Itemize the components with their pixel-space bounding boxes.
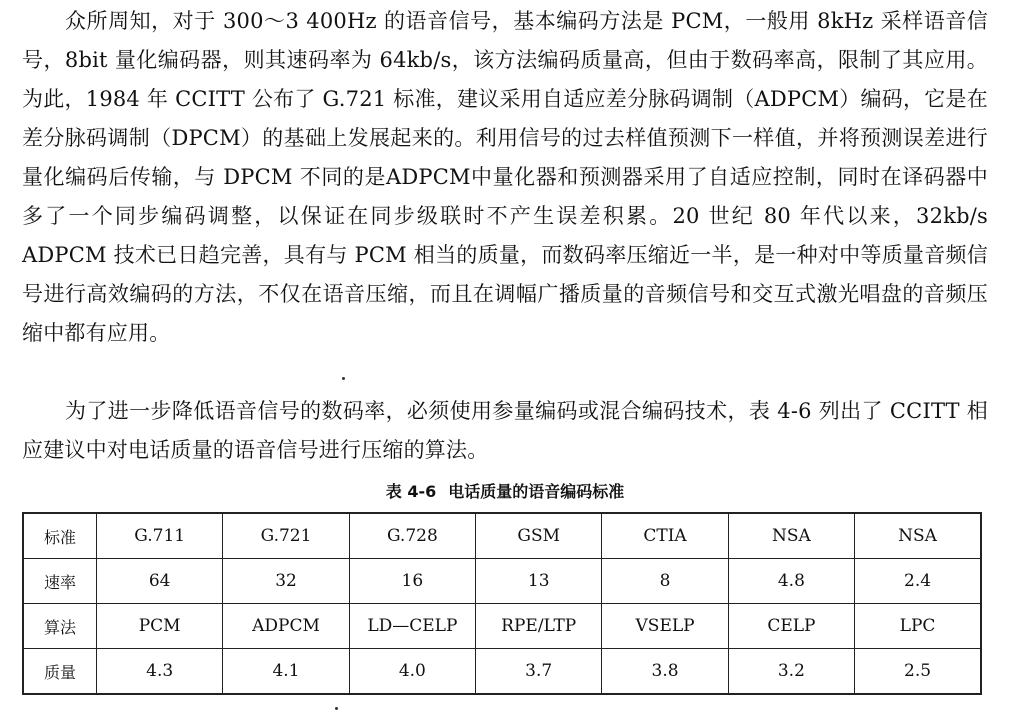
- cell-rate: 13: [476, 559, 602, 604]
- row-header-rate: 速率: [23, 559, 97, 604]
- cell-algorithm: ADPCM: [223, 604, 349, 649]
- cell-standard: NSA: [728, 513, 854, 559]
- cell-rate: 2.4: [855, 559, 981, 604]
- table-caption: [0, 480, 1010, 504]
- cell-quality: 3.7: [476, 649, 602, 695]
- cell-rate: 64: [97, 559, 223, 604]
- cell-rate: 8: [602, 559, 728, 604]
- cell-quality: 3.2: [728, 649, 854, 695]
- cell-algorithm: LPC: [855, 604, 981, 649]
- table-row-quality: [23, 649, 981, 695]
- table-row-standard: [23, 513, 981, 559]
- cell-algorithm: RPE/LTP: [476, 604, 602, 649]
- cell-quality: 4.0: [349, 649, 475, 695]
- row-header-algorithm: 算法: [23, 604, 97, 649]
- cell-algorithm: PCM: [97, 604, 223, 649]
- scan-speck: [342, 377, 345, 380]
- cell-quality: 4.1: [223, 649, 349, 695]
- cell-algorithm: VSELP: [602, 604, 728, 649]
- cell-algorithm: LD—CELP: [349, 604, 475, 649]
- cell-rate: 32: [223, 559, 349, 604]
- cell-rate: 16: [349, 559, 475, 604]
- cell-standard: G.721: [223, 513, 349, 559]
- cell-quality: 2.5: [855, 649, 981, 695]
- cell-quality: 4.3: [97, 649, 223, 695]
- cell-standard: G.728: [349, 513, 475, 559]
- table-caption-title: 电话质量的语音编码标准: [448, 482, 625, 501]
- speech-coding-standards-table: [22, 512, 982, 695]
- cell-quality: 3.8: [602, 649, 728, 695]
- cell-standard: NSA: [855, 513, 981, 559]
- paragraph-pcm-adpcm: 众所周知，对于 300～3 400Hz 的语音信号，基本编码方法是 PCM，一般用 8kHz 采样语音信号，8bit 量化编码器，则其速码率为 64kb/s，该方法编码质量高，但由于数码率高，限制了其应用。为此，1984 年 CCITT 公布了 G.721 标准，建议采用自适应差分脉码调制（ADPCM）编码，它是在差分脉码调制（DPCM）的基础上发展起来的。利用信号的过去样值预测下一样值，并将预测误差进行量化编码后传输，与 DPCM 不同的是ADPCM中量化器和预测器采用了自适应控制，同时在译码器中多了一个同步编码调整，以保证在同步级联时不产生误差积累。20 世纪 80 年代以来，32kb/s ADPCM 技术已日趋完善，具有与 PCM 相当的质量，而数码率压缩近一半，是一种对中等质量音频信号进行高效编码的方法，不仅在语音压缩，而且在调幅广播质量的音频信号和交互式激光唱盘的音频压缩中都有应用。: [22, 9, 988, 345]
- scan-speck: [335, 707, 338, 710]
- cell-standard: G.711: [97, 513, 223, 559]
- table-caption-number: 表 4-6: [385, 482, 437, 501]
- cell-rate: 4.8: [728, 559, 854, 604]
- table-row-rate: [23, 559, 981, 604]
- cell-standard: CTIA: [602, 513, 728, 559]
- table-row-algorithm: [23, 604, 981, 649]
- row-header-standard: 标准: [23, 513, 97, 559]
- row-header-quality: 质量: [23, 649, 97, 695]
- cell-standard: GSM: [476, 513, 602, 559]
- cell-algorithm: CELP: [728, 604, 854, 649]
- paragraph-table-intro: 为了进一步降低语音信号的数码率，必须使用参量编码或混合编码技术，表 4-6 列出了 CCITT 相应建议中对电话质量的语音信号进行压缩的算法。: [22, 399, 988, 462]
